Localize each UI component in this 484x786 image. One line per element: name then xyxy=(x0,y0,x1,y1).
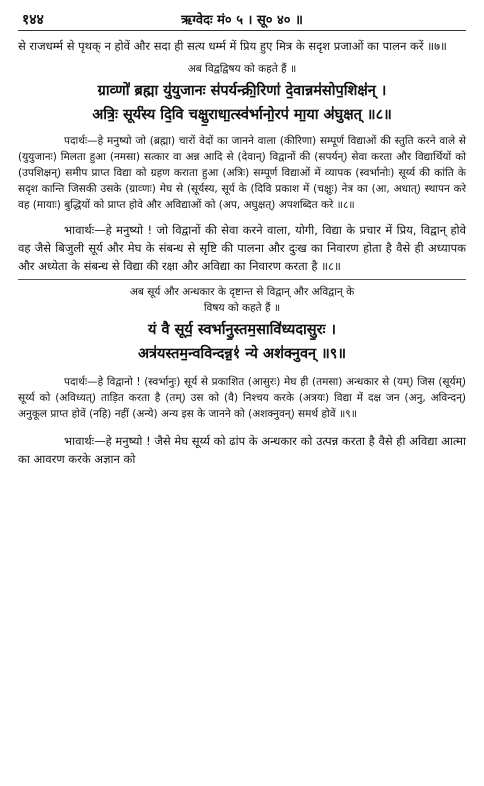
padartha-2: पदार्थः—हे विद्वानो ! (स्वर्भानुः) सूर्य से प्रकाशित (आसुरः) मेघ ही (तमसा) अन्धकार से (यम्) जिस (सूर्यम्) सूर्य्य को (अविध्यत्) ताड़ित करता है (तम्) उस को (वै) निश्चय करके (अत्रयः) विद्या में दक्ष जन (अनु, अविन्दन्) अनुकूल प्राप्त होवें (नहि) नहीं (अन्ये) अन्य इस के जानने को (अशक्नुवन्) समर्थ होवें ॥९॥ xyxy=(18,376,466,420)
verse-2-line-2: अत्र॑यस्तम॒न्वविन्दन्न॒१॑ न्ये अश॑क्नुवन् ॥९॥ xyxy=(137,345,347,362)
subject-heading-1: अब विद्वद्विषय को कहते हैं ॥ xyxy=(187,63,297,75)
bhavartha-1: भावार्थः—हे मनुष्यो ! जो विद्वानों की सेवा करने वाला, योगी, विद्या के प्रचार में प्रिय, विद्वान् होवे वह जैसे बिजुली सूर्य और मेघ के संबन्ध से सृष्टि की पालना और दुःख का निवारण होता है वैसे ही अध्यापक और अध्येता के संबन्ध से विद्या की रक्षा और अविद्या का निवारण करता है ॥८॥ xyxy=(18,223,466,273)
running-title: ऋग्वेदः मं० ५ । सू० ४० ॥ xyxy=(181,13,303,28)
verse-2-line-1: यं वै सूर्य॒ स्वर्भानु॒स्तम॒सावि॑ध्यदासु॒रः । xyxy=(148,321,336,338)
page-number: १४४ xyxy=(22,12,44,28)
section-divider xyxy=(18,279,466,280)
verse-1-line-1: ग्राव्णो॑ ब्रह्मा यु॑युजानः स॑पर्यन्क्री॒रिणा॑ दे॒वान्नम॑सोप॒शिक्ष॑न् । xyxy=(97,82,387,99)
bhavartha-2: भावार्थः—हे मनुष्यो ! जैसे मेघ सूर्य्य को ढांप के अन्धकार को उत्पन्न करता है वैसे ही अविद्या आत्मा का आवरण करके अज्ञान को xyxy=(18,434,466,466)
intro-paragraph: से राजधर्म्म से पृथक् न होवें और सदा ही सत्य धर्म्म में प्रिय हुए मित्र के सदृश प्रजाओं का पालन करें ॥७॥ xyxy=(18,39,447,53)
padartha-1: पदार्थः—हे मनुष्यो जो (ब्रह्मा) चारों वेदों का जानने वाला (कीरिणा) सम्पूर्ण विद्याओं की स्तुति करने वाले से (युयुजानः) मिलता हुआ (नमसा) सत्कार वा अन्न आदि से (देवान्) विद्वानों की (सपर्यन्) सेवा करता और विद्यार्थियों को (उपशिक्षन्) समीप प्राप्त विद्या को ग्रहण कराता हुआ (अत्रिः) सम्पूर्ण विद्याओं में व्यापक (स्वर्भानोः) सूर्य्य की कांति के सदृश कान्ति जिसकी उसके (ग्राव्णः) मेघ से (सूर्यस्य, सूर्य के (दिवि प्रकाश में (चक्षुः) नेत्र का (आ, अधात्) स्थापन करे वह (मायाः) बुद्धियों को प्राप्त होवे और अविद्याओं को (अप, अघुक्षत्) अपशब्दित करे ॥८॥ xyxy=(18,135,466,211)
verse-1 xyxy=(18,79,466,127)
subject-heading-2-line-1: अब सूर्य और अन्धकार के दृष्टान्त से विद्वान् और अविद्वान् के xyxy=(129,286,355,298)
verse-2 xyxy=(18,318,466,366)
verse-1-line-2: अत्रिः॒ सूर्य॑स्य दि॒वि चक्षु॒राधा॒त्स्व॑र्भानो॒रप॑ मा॒या अ॑घुक्षत् ॥८॥ xyxy=(92,106,392,123)
subject-heading-2-line-2: विषय को कहते हैं ॥ xyxy=(203,302,281,314)
page-header xyxy=(18,8,466,31)
